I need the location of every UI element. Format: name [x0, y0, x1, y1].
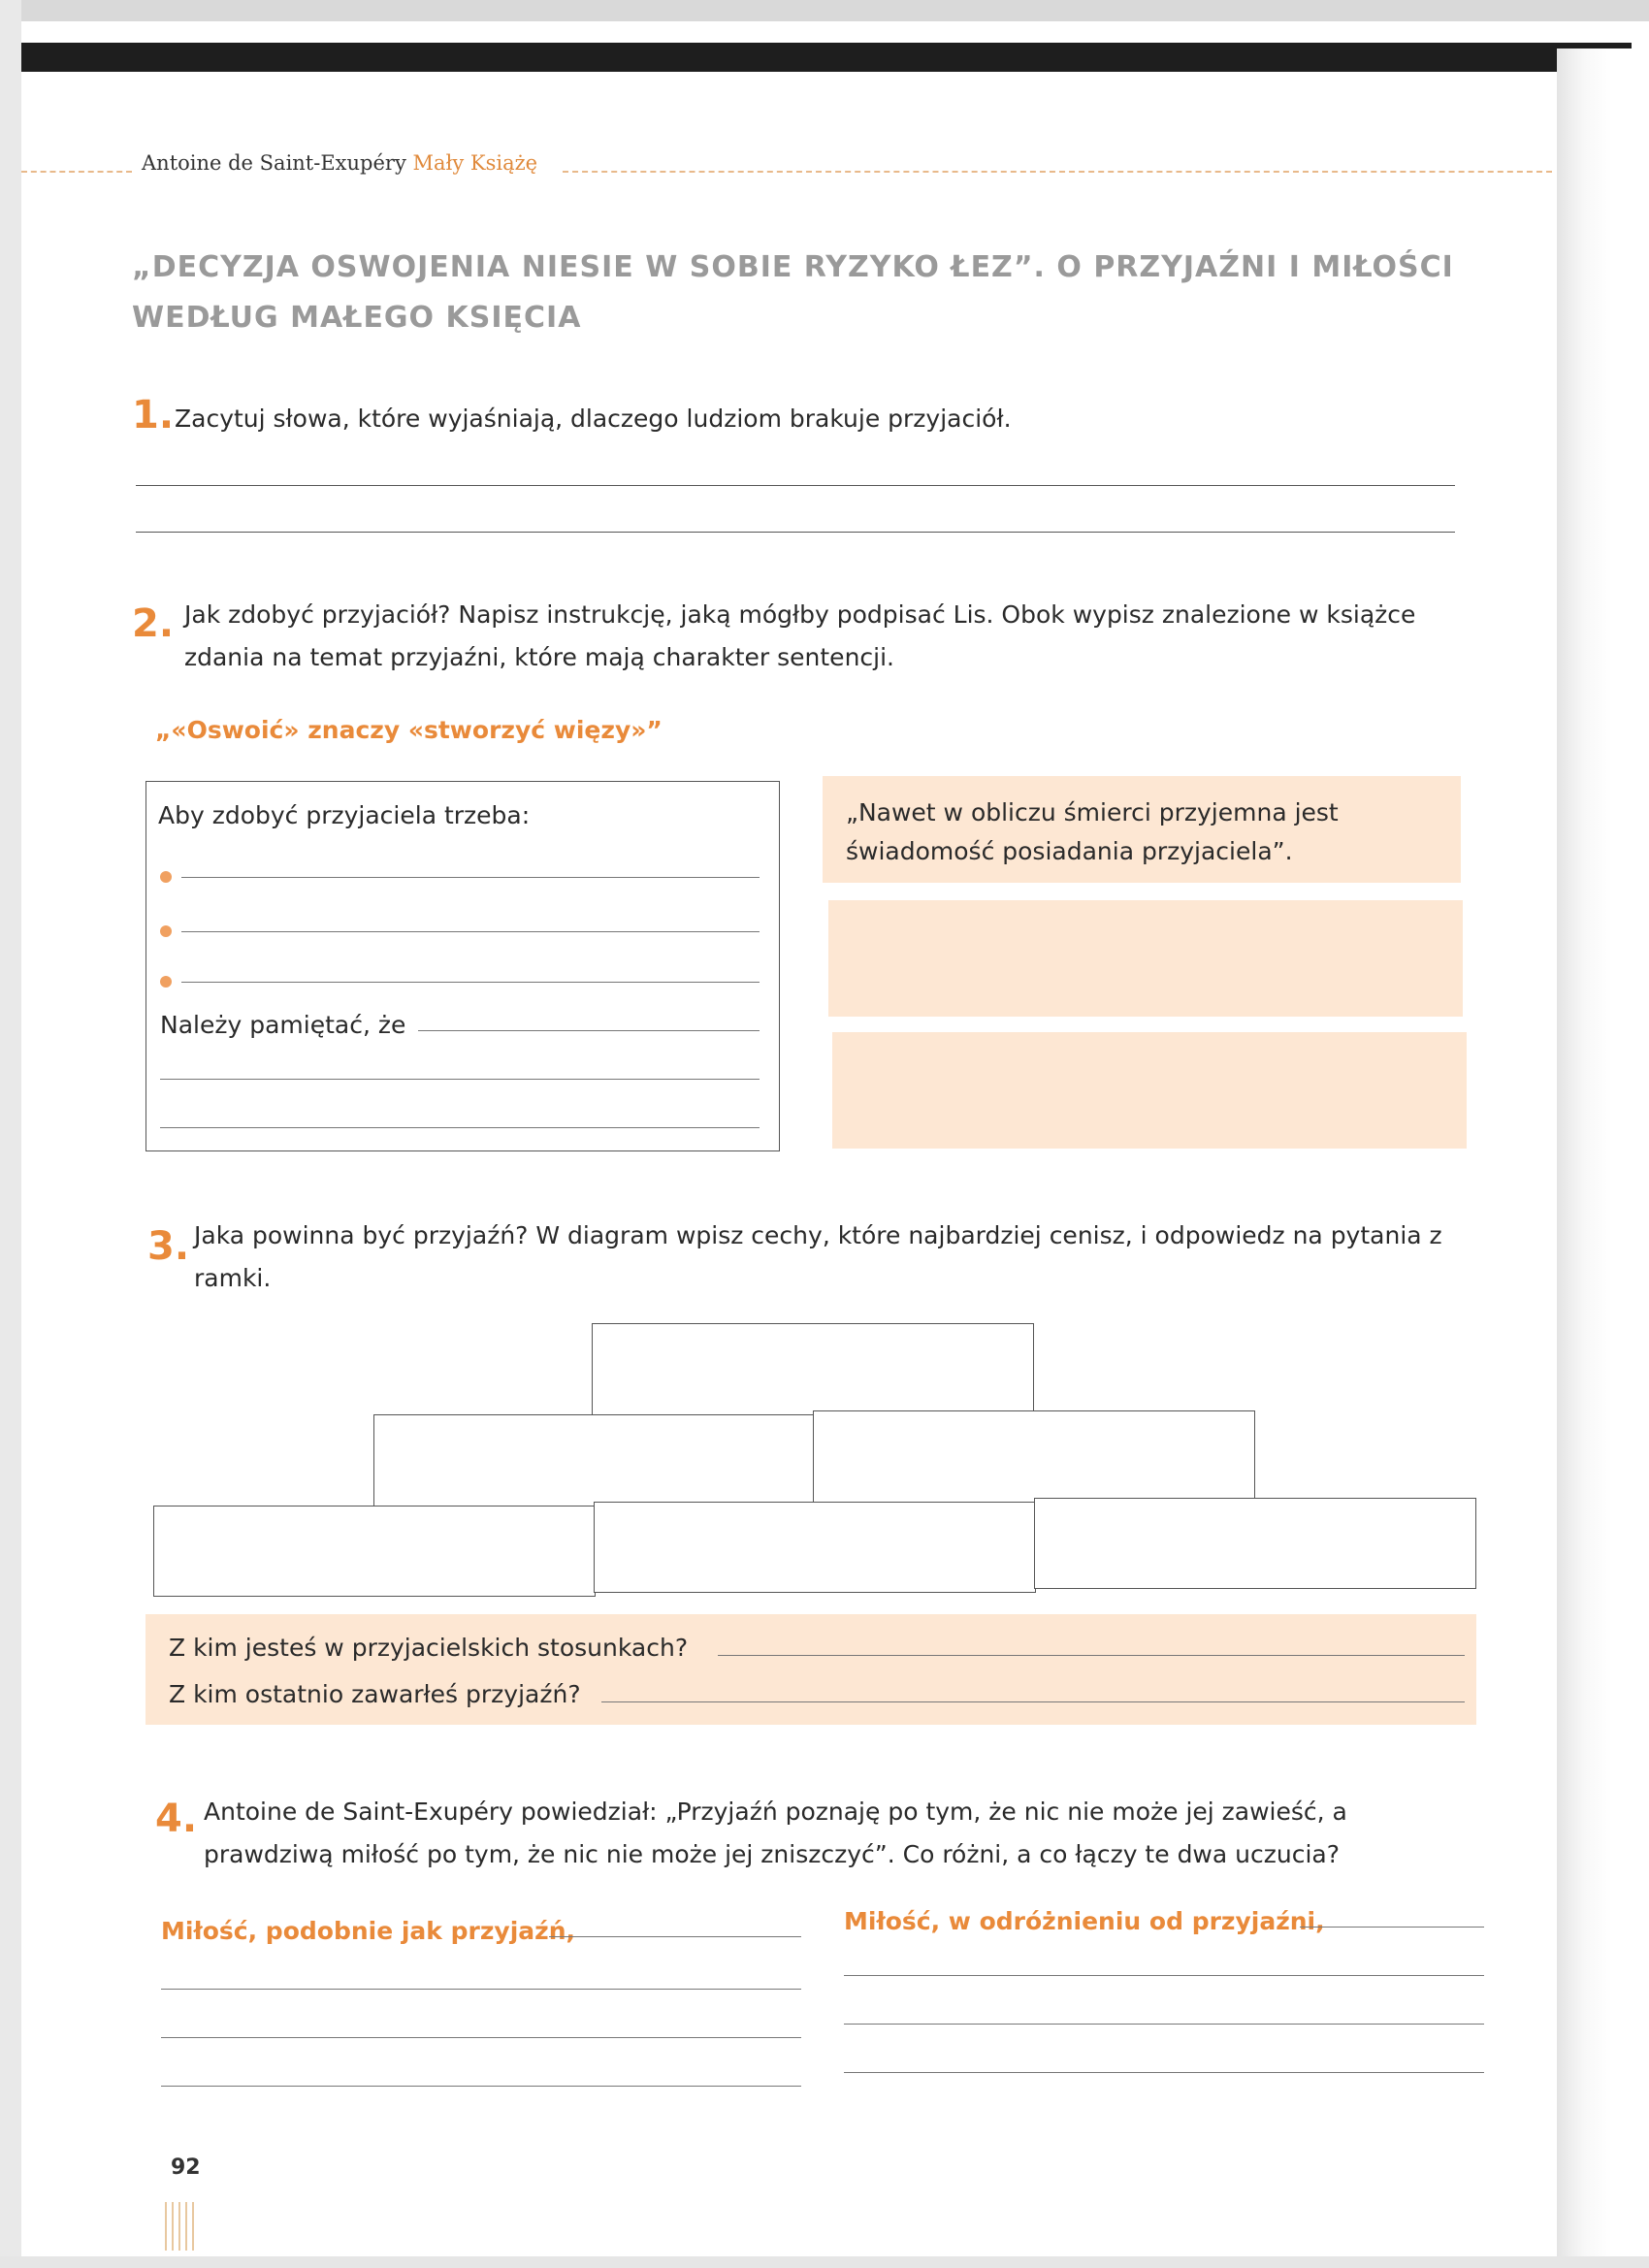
- question-1-line[interactable]: [718, 1655, 1465, 1656]
- bullet-2: [160, 925, 172, 937]
- instruction-line-5[interactable]: [160, 1127, 760, 1128]
- questions-panel: [146, 1614, 1476, 1725]
- task4-left-line-1[interactable]: [161, 1989, 801, 1990]
- diagram-bottom-right-box[interactable]: [1034, 1498, 1476, 1589]
- header-author: Antoine de Saint-Exupéry: [142, 151, 406, 175]
- task3-text: Jaka powinna być przyjaźń? W diagram wpisz cechy, które najbardziej cenisz, i odpowiedz na pytania z ramki.: [194, 1221, 1442, 1292]
- running-header: [142, 151, 537, 175]
- instruction-remember-label: Należy pamiętać, że: [160, 1011, 406, 1039]
- instruction-line-1[interactable]: [181, 877, 760, 878]
- bullet-1: [160, 871, 172, 883]
- diagram-middle-left-box[interactable]: [373, 1414, 816, 1507]
- task4-left-line-2[interactable]: [161, 2037, 801, 2038]
- task2-text: Jak zdobyć przyjaciół? Napisz instrukcję, jaką mógłby podpisać Lis. Obok wypisz znalezione w książce zdania na temat przyjaźni, które mają charakter sentencji.: [184, 600, 1416, 671]
- task4-right-line-0[interactable]: [1300, 1927, 1484, 1928]
- task3-number: 3.: [147, 1224, 190, 1269]
- instruction-box-title: Aby zdobyć przyjaciela trzeba:: [158, 801, 531, 829]
- task1-answer-line-2[interactable]: [136, 532, 1455, 533]
- scan-border-bottom: [0, 2256, 1649, 2268]
- margin-ticks: [165, 2202, 194, 2251]
- bullet-3: [160, 976, 172, 988]
- instruction-remember-line[interactable]: [418, 1030, 760, 1031]
- question-1: Z kim jesteś w przyjacielskich stosunkach?: [169, 1634, 689, 1662]
- task4-text: Antoine de Saint-Exupéry powiedział: „Przyjaźń poznaję po tym, że nic nie może jej zawieść, a prawdziwą miłość po tym, że nic nie może jej zniszczyć”. Co różni, a co łączy te dwa uczucia?: [204, 1798, 1347, 1868]
- task4-right-label: Miłość, w odróżnieniu od przyjaźni,: [844, 1907, 1325, 1935]
- task4-right-line-3[interactable]: [844, 2072, 1484, 2073]
- quote-panel-1: [823, 776, 1461, 883]
- question-2: Z kim ostatnio zawarłeś przyjaźń?: [169, 1680, 581, 1708]
- quote-panel-1-text: „Nawet w obliczu śmierci przyjemna jest świadomość posiadania przyjaciela”.: [846, 798, 1339, 865]
- diagram-bottom-left-box[interactable]: [153, 1506, 596, 1597]
- task2-quote-heading: „«Oswoić» znaczy «stworzyć więzy»”: [155, 716, 663, 744]
- task4-right-line-2[interactable]: [844, 2024, 1484, 2025]
- header-book-title: Mały Książę: [412, 151, 538, 175]
- task1-answer-line-1[interactable]: [136, 485, 1455, 486]
- diagram-top-box[interactable]: [592, 1323, 1034, 1416]
- quote-panel-2[interactable]: [828, 900, 1463, 1017]
- instruction-line-4[interactable]: [160, 1079, 760, 1080]
- question-2-line[interactable]: [601, 1701, 1465, 1702]
- instruction-line-3[interactable]: [181, 982, 760, 983]
- scan-border-dark: [21, 43, 1632, 72]
- quote-panel-3[interactable]: [832, 1032, 1467, 1149]
- page-number: 92: [171, 2155, 201, 2180]
- scan-border-top: [0, 0, 1649, 21]
- task4-right-line-1[interactable]: [844, 1975, 1484, 1976]
- task4-left-line-0[interactable]: [549, 1936, 801, 1937]
- diagram-bottom-center-box[interactable]: [594, 1502, 1036, 1593]
- task2-number: 2.: [132, 601, 175, 646]
- task4-number: 4.: [155, 1797, 198, 1841]
- instruction-line-2[interactable]: [181, 931, 760, 932]
- task1-number: 1.: [132, 393, 175, 437]
- task1-text: Zacytuj słowa, które wyjaśniają, dlaczego ludziom brakuje przyjaciół.: [175, 405, 1012, 433]
- scan-border-left: [0, 0, 21, 2268]
- header-rule-right: [563, 171, 1552, 173]
- header-rule-left: [21, 171, 132, 173]
- instruction-box: [146, 781, 780, 1151]
- diagram-middle-right-box[interactable]: [813, 1410, 1255, 1504]
- task4-left-label: Miłość, podobnie jak przyjaźń,: [161, 1917, 575, 1945]
- task4-left-line-3[interactable]: [161, 2086, 801, 2087]
- section-title: „DECYZJA OSWOJENIA NIESIE W SOBIE RYZYKO ŁEZ”. O PRZYJAŹNI I MIŁOŚCI WEDŁUG MAŁEGO KSIĘCIA: [132, 250, 1454, 335]
- page-spine-shadow: [1557, 49, 1649, 2268]
